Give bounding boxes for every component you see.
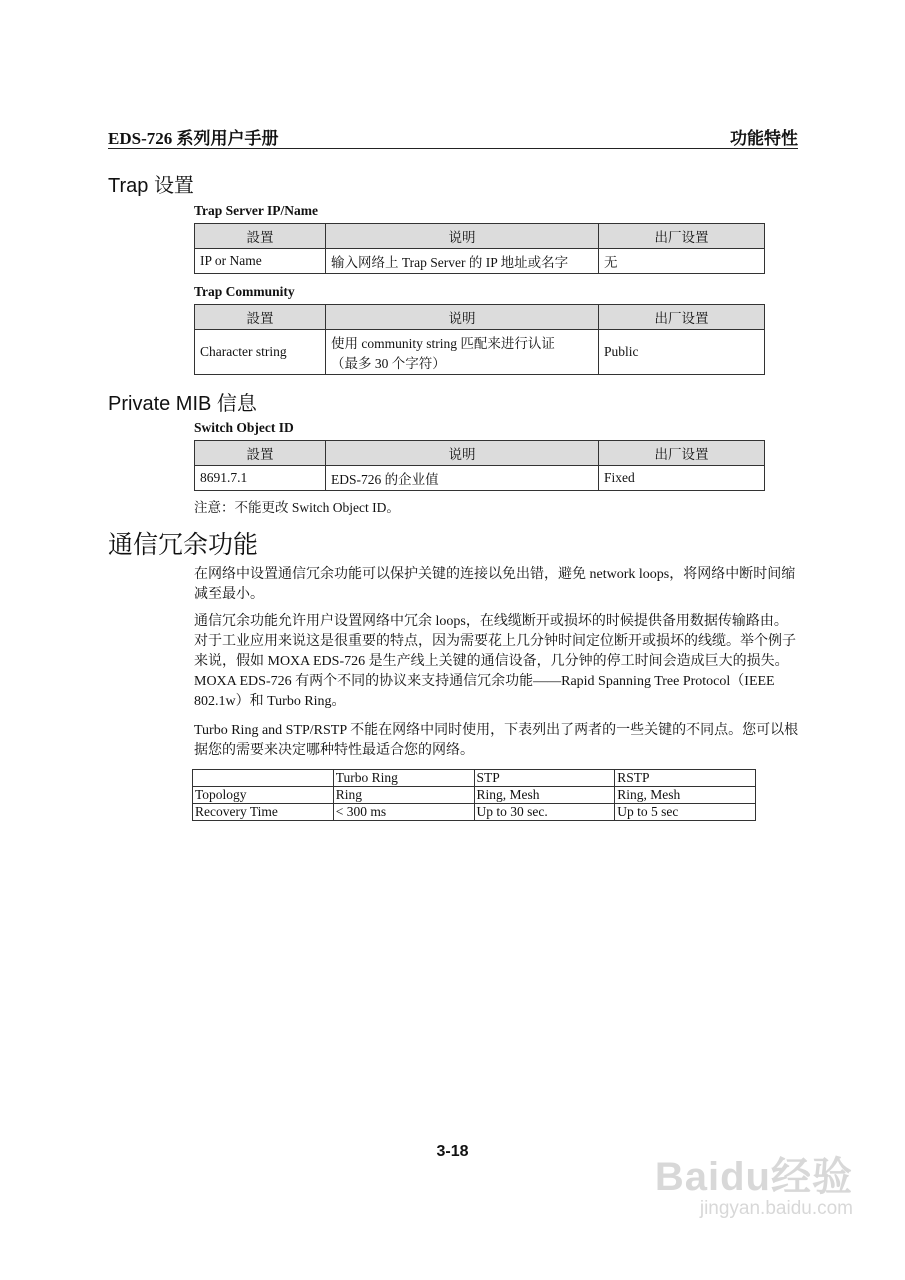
redundancy-paragraph-2: 通信冗余功能允许用户设置网络中冗余 loops，在线缆断开或损坏的时候提供备用数据传输路由。对于工业应用来说这是很重要的特点，因为需要花上几分钟时间定位断开或损坏的线缆。举个例子来说，假如 MOXA EDS-726 是生产线上关键的通信设备，几分钟的停工时间会造成巨大的损失。MOXA EDS-726 有两个不同的协议来支持通信冗余功能——Rapid Spanning Tree Protocol（IEEE 802.1w）和 Turbo Ring。 (194, 614, 796, 709)
table-cell: Turbo Ring (333, 770, 474, 787)
table-header-row (195, 305, 765, 330)
trap-server-table (194, 223, 765, 274)
switch-object-note: 注意：不能更改 Switch Object ID。 (194, 500, 400, 515)
column-header: 設置 (195, 224, 326, 249)
table-cell: 输入网络上 Trap Server 的 IP 地址或名字 (326, 249, 599, 274)
redundancy-paragraph-3: Turbo Ring and STP/RSTP 不能在网络中同时使用，下表列出了两者的一些关键的不同点。您可以根据您的需要来决定哪种特性最适合您的网络。 (194, 723, 799, 758)
column-header: 出厂设置 (599, 305, 765, 330)
page-number: 3-18 (436, 1143, 469, 1160)
table-cell: RSTP (615, 770, 756, 787)
column-header: 说明 (326, 305, 599, 330)
trap-server-caption: Trap Server IP/Name (194, 203, 318, 218)
table-cell: Recovery Time (193, 804, 334, 821)
column-header: 設置 (195, 441, 326, 466)
table-row (195, 466, 765, 491)
table-cell: Ring (333, 787, 474, 804)
private-mib-heading: Private MIB 信息 (108, 393, 257, 415)
baidu-watermark (655, 1145, 853, 1220)
column-header: 出厂设置 (599, 224, 765, 249)
table-row (195, 249, 765, 274)
table-header-row (195, 224, 765, 249)
table-cell: EDS-726 的企业值 (326, 466, 599, 491)
switch-object-caption: Switch Object ID (194, 420, 294, 435)
table-cell (326, 330, 599, 375)
table-header-row (193, 770, 756, 787)
table-row (193, 787, 756, 804)
redundancy-heading: 通信冗余功能 (108, 531, 259, 559)
column-header: 出厂设置 (599, 441, 765, 466)
table-cell: Fixed (599, 466, 765, 491)
header-manual-title: EDS-726 系列用户手册 (108, 129, 279, 148)
table-cell (193, 770, 334, 787)
description-line: 使用 community string 匹配来进行认证 (331, 336, 555, 351)
column-header: 说明 (326, 224, 599, 249)
column-header: 設置 (195, 305, 326, 330)
column-header: 说明 (326, 441, 599, 466)
table-row (195, 330, 765, 375)
table-cell: Up to 30 sec. (474, 804, 615, 821)
table-cell: IP or Name (195, 249, 326, 274)
header-divider (108, 148, 798, 149)
switch-object-table (194, 440, 765, 491)
table-header-row (195, 441, 765, 466)
description-line: （最多 30 个字符） (331, 356, 446, 371)
table-cell: 无 (599, 249, 765, 274)
protocol-comparison-table (192, 769, 756, 821)
table-cell: 8691.7.1 (195, 466, 326, 491)
table-cell: Ring, Mesh (474, 787, 615, 804)
watermark-url: jingyan.baidu.com (699, 1198, 853, 1219)
table-cell: Up to 5 sec (615, 804, 756, 821)
watermark-logo-text: Baidu经验 (654, 1155, 853, 1199)
table-row (193, 804, 756, 821)
table-cell: Character string (195, 330, 326, 375)
table-cell: Public (599, 330, 765, 375)
table-cell: Topology (193, 787, 334, 804)
table-cell: Ring, Mesh (615, 787, 756, 804)
table-cell: STP (474, 770, 615, 787)
table-cell: < 300 ms (333, 804, 474, 821)
trap-settings-heading: Trap 设置 (108, 175, 194, 197)
trap-community-caption: Trap Community (194, 284, 295, 299)
header-chapter-title: 功能特性 (730, 129, 798, 148)
trap-community-table (194, 304, 765, 375)
redundancy-paragraph-1: 在网络中设置通信冗余功能可以保护关键的连接以免出错，避免 network loops，将网络中断时间缩减至最小。 (194, 567, 796, 602)
